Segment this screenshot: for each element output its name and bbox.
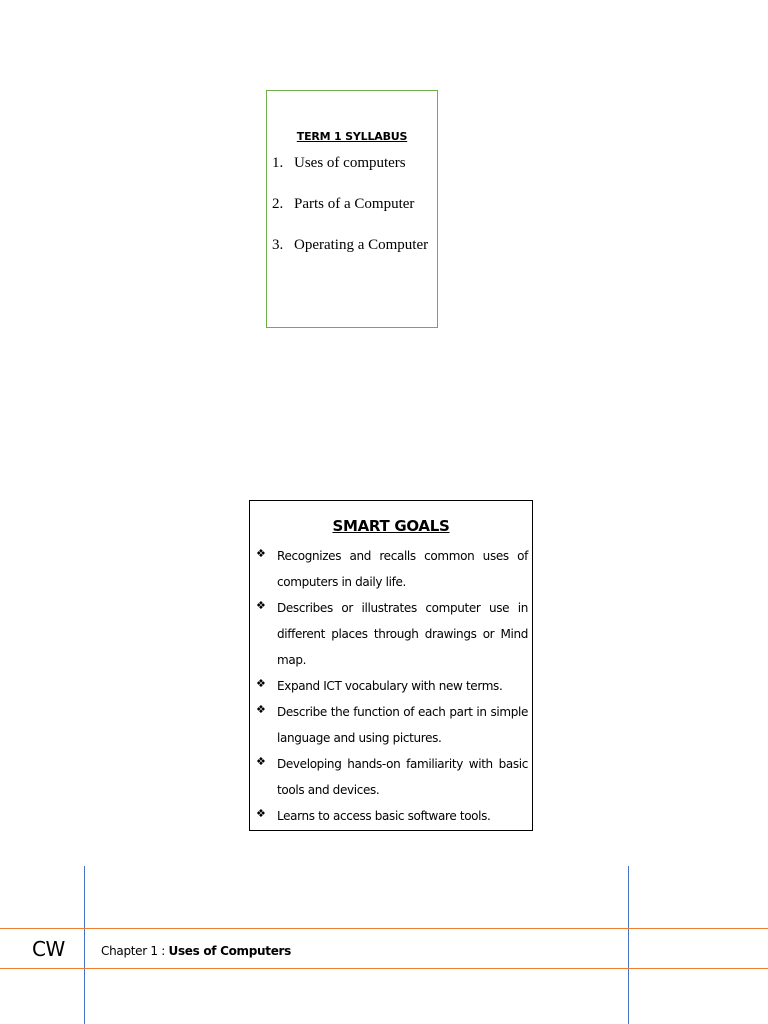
list-item-number: 1. [272, 155, 284, 171]
syllabus-title: TERM 1 SYLLABUS [296, 130, 408, 143]
left-margin-line [84, 866, 85, 1024]
list-item [256, 699, 528, 751]
goal-text: Learns to access basic software tools. [277, 809, 491, 823]
goal-text: Describes or illustrates computer use in different places through drawings or Mind map. [277, 601, 528, 667]
list-item [256, 673, 528, 699]
list-item [272, 153, 434, 174]
list-item-text: Uses of computers [294, 155, 406, 171]
list-item-text: Parts of a Computer [294, 196, 415, 212]
smart-goals-box [249, 500, 533, 831]
right-margin-line [628, 866, 629, 1024]
list-item-number: 2. [272, 196, 284, 212]
goal-text: Expand ICT vocabulary with new terms. [277, 679, 503, 693]
classwork-label: CW [32, 937, 65, 961]
list-item [256, 543, 528, 595]
chapter-heading [101, 944, 291, 958]
smart-goals-title: SMART GOALS [332, 517, 450, 535]
smart-goals-list [256, 543, 528, 829]
diamond-bullet-icon: ❖ [256, 547, 266, 560]
footer-bottom-rule [0, 968, 768, 969]
list-item [256, 595, 528, 673]
goal-text: Recognizes and recalls common uses of computers in daily life. [277, 549, 528, 589]
chapter-title: Uses of Computers [168, 944, 292, 958]
list-item-number: 3. [272, 237, 284, 253]
diamond-bullet-icon: ❖ [256, 807, 266, 820]
goal-text: Describe the function of each part in simple language and using pictures. [277, 705, 528, 745]
diamond-bullet-icon: ❖ [256, 599, 266, 612]
footer-top-rule [0, 928, 768, 929]
diamond-bullet-icon: ❖ [256, 703, 266, 716]
syllabus-list [272, 153, 434, 276]
chapter-prefix: Chapter 1 : [101, 944, 169, 958]
list-item [272, 235, 434, 256]
list-item [272, 194, 434, 215]
syllabus-box [266, 90, 438, 328]
list-item [256, 751, 528, 803]
diamond-bullet-icon: ❖ [256, 677, 266, 690]
list-item-text: Operating a Computer [294, 237, 429, 253]
list-item [256, 803, 528, 829]
diamond-bullet-icon: ❖ [256, 755, 266, 768]
goal-text: Developing hands-on familiarity with basic tools and devices. [277, 757, 528, 797]
